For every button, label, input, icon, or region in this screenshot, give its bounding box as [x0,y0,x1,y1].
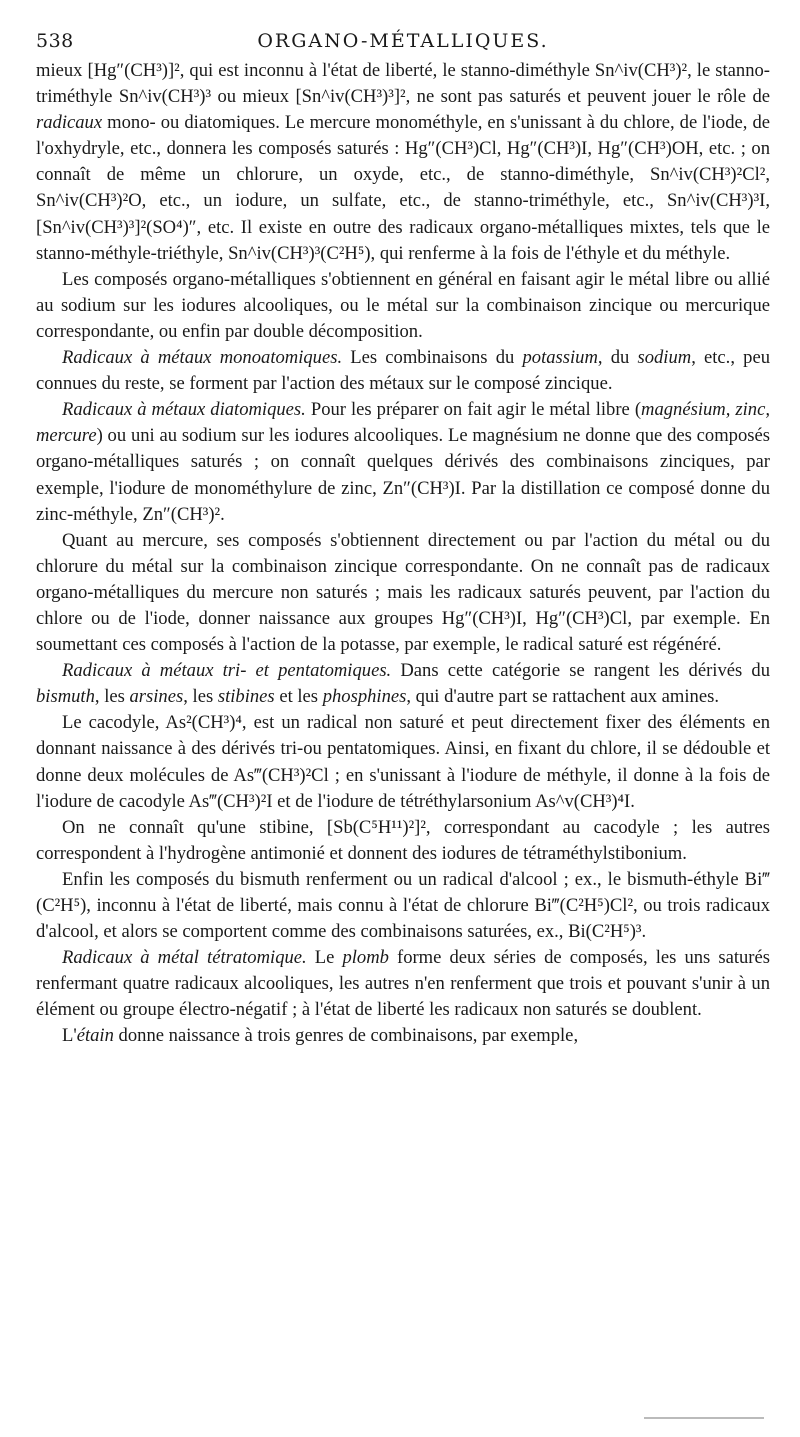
text-run: , etc., peu connues du reste, se forment par l'action des métaux sur le composé zincique. [36,347,770,395]
paragraph [36,867,770,945]
text-run: , les [94,686,130,708]
italic-run: étain [76,1025,114,1047]
italic-run: radicaux [36,112,103,134]
paragraph [36,267,770,345]
text-run: Le cacodyle, As²(CH³)⁴, est un radical non saturé et peut directement fixer des éléments en donnant naissance à des dérivés tri-ou pentatomiques. Ainsi, en fixant du chlore, il se dédouble et donne deux molécules de As‴(CH³)²Cl ; en s'unissant à l'iodure de méthyle, il donne à la fois de l'iodure de cacodyle As‴(CH³)²I et de l'iodure de tétréthylarsonium As^v(CH³)⁴I. [36,712,770,812]
text-run: forme deux séries de composés, les uns saturés renfermant quatre radicaux alcooliques, les autres n'en renferment que trois et pouvant s'unir à un élément ou groupe électro-négatif ; à l'état de liberté les radicaux non saturés se doublent. [36,947,770,1021]
paragraph [36,58,770,267]
italic-run: Radicaux à métal tétratomique. [62,947,307,969]
paragraph [36,710,770,814]
italic-run: Radicaux à métaux monoatomiques. [62,347,343,369]
italic-run: stibines [217,686,275,708]
italic-run: potassium [522,347,598,369]
text-run: , qui d'autre part se rattachent aux amines. [406,686,719,708]
text-run: L' [62,1025,77,1047]
italic-run: phosphines [322,686,407,708]
text-run: Pour les préparer on fait agir le métal libre ( [305,399,642,421]
text-run: Les composés organo-métalliques s'obtiennent en général en faisant agir le métal libre ou allié au sodium sur les iodures alcooliques, ou le métal sur la combinaison zincique ou mercurique correspondante, ou enfin par double décomposition. [36,268,770,342]
paragraph [36,1023,770,1049]
text-run: , les [183,686,218,708]
paragraph [36,658,770,710]
paragraph [36,345,770,397]
text-run: Le [306,947,343,969]
paragraph [36,945,770,1023]
paragraph [36,528,770,658]
text-run: Enfin les composés du bismuth renferment ou un radical d'alcool ; ex., le bismuth-éthyle Bi‴(C²H⁵), inconnu à l'état de liberté, mais connu à l'état de chlorure Bi‴(C²H⁵)Cl², ou trois radicaux d'alcool, et alors se comportent comme des combinaisons saturées, ex., Bi(C²H⁵)³. [36,868,770,943]
italic-run: magnésium, zinc, mercure [36,399,770,447]
text-run: ) ou uni au sodium sur les iodures alcooliques. Le magnésium ne donne que des composés organo-métalliques saturés ; on connaît quelques dérivés des combinaisons zinciques, par exemple, l'iodure de monométhylure de zinc, Zn″(CH³)I. Par la distillation ce composé donne du zinc-méthyle, Zn″(CH³)². [36,425,770,525]
text-run: et les [274,686,323,708]
text-run: Dans cette catégorie se rangent les dérivés du [391,660,770,682]
page [36,22,770,1050]
text-run: Les combinaisons du [342,347,523,369]
footer-rule [644,1417,764,1419]
italic-run: plomb [342,947,389,969]
text-body [36,58,770,1050]
text-run: On ne connaît qu'une stibine, [Sb(C⁵H¹¹)²]², correspondant au cacodyle ; les autres correspondent à l'hydrogène antimonié et donnent des iodures de tétraméthylstibonium. [36,816,770,864]
paragraph [36,815,770,867]
text-run: , du [597,347,638,369]
text-run: donne naissance à trois genres de combinaisons, par exemple, [113,1025,579,1047]
italic-run: arsines [129,686,184,708]
running-title: ORGANO-MÉTALLIQUES. [257,30,549,52]
page-header [36,22,770,58]
italic-run: Radicaux à métaux tri- et pentatomiques. [62,660,392,682]
italic-run: sodium [637,347,692,369]
text-run: mono- ou diatomiques. Le mercure monométhyle, en s'unissant à du chlore, de l'iode, de l'oxhydryle, etc., donnera les composés saturés : Hg″(CH³)Cl, Hg″(CH³)I, Hg″(CH³)OH, etc. ; on connaît de même un chlorure, un oxyde, etc., de stanno-diméthyle, Sn^iv(CH³)²Cl², Sn^iv(CH³)²O, etc., un iodure, un sulfate, etc., de stanno-triméthyle, etc., Sn^iv(CH³)³I, [Sn^iv(CH³)³]²(SO⁴)″, etc. Il existe en outre des radicaux organo-métalliques mixtes, tels que le stanno-méthyle-triéthyle, Sn^iv(CH³)³(C²H⁵), qui renferme à la fois de l'éthyle et du méthyle. [36,112,770,264]
paragraph [36,397,770,527]
text-run: mieux [Hg″(CH³)]², qui est inconnu à l'état de liberté, le stanno-diméthyle Sn^iv(CH³)², le stanno-triméthyle Sn^iv(CH³)³ ou mieux [Sn^iv(CH³)³]², ne sont pas saturés et peuvent jouer le rôle de [36,60,770,108]
page-number: 538 [36,30,74,52]
italic-run: bismuth [36,686,95,708]
italic-run: Radicaux à métaux diatomiques. [62,399,306,421]
text-run: Quant au mercure, ses composés s'obtiennent directement ou par l'action du métal ou du chlorure du métal sur la combinaison zincique correspondante. On ne connaît pas de radicaux organo-métalliques du mercure non saturés ; mais les radicaux saturés peuvent, par l'action du chlore ou de l'iode, donner naissance aux groupes Hg″(CH³)I, Hg″(CH³)Cl, par exemple. En soumettant ces composés à l'action de la potasse, par exemple, le radical saturé est régénéré. [36,529,770,656]
